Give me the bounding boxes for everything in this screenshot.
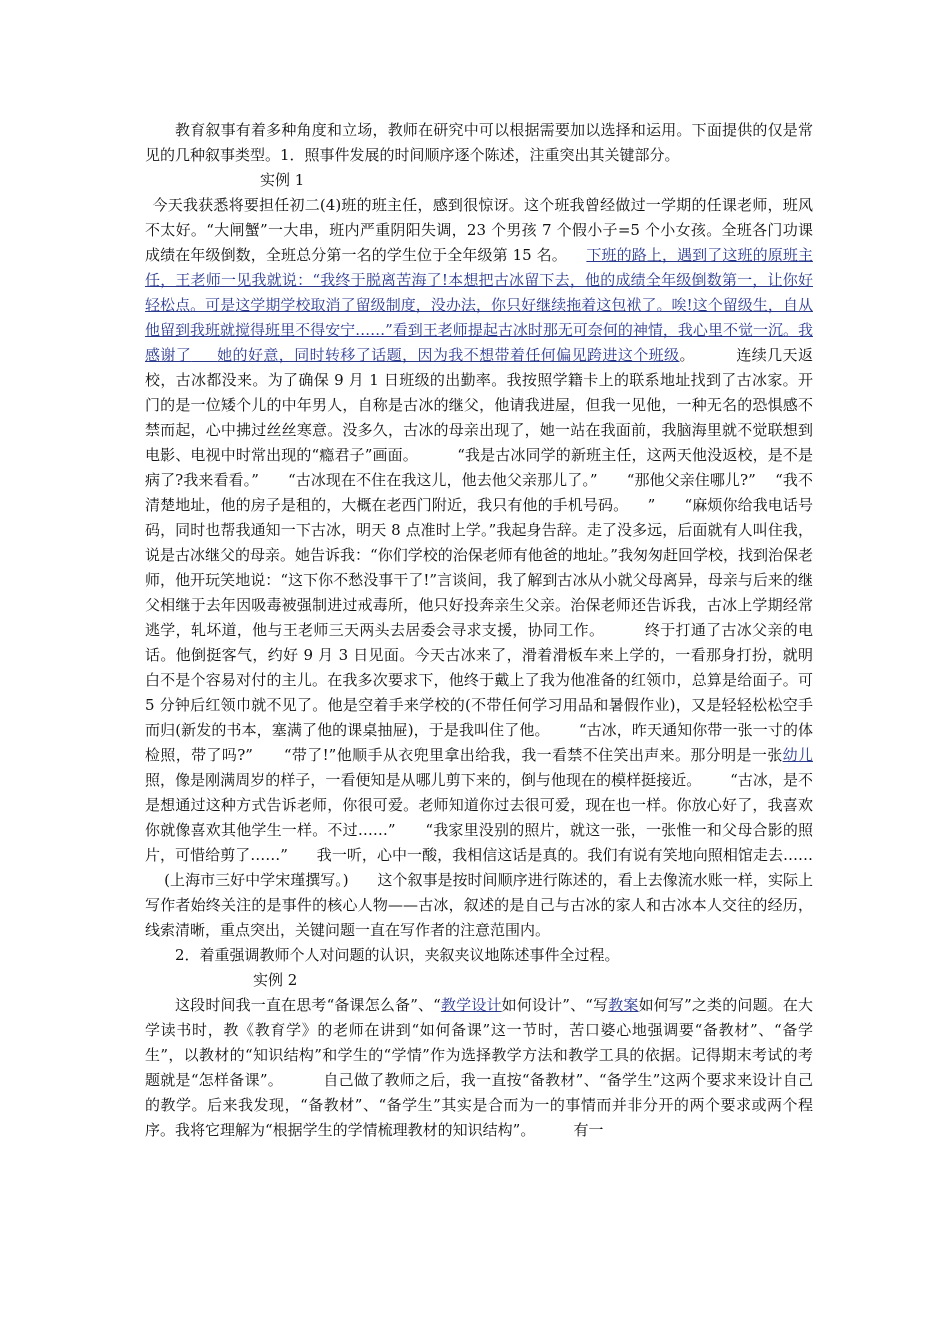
example-1-text-i: “麻烦你给我电话号码，同时也帮我通知一下古冰，明天 8 点准时上学。”我起身告辞。走了没多远，后面就有人叫住我，说是古冰继父的母亲。她告诉我：“你们学校的治保老师有他爸的地址。”我匆匆赶回学校，找到治保老师，他开玩笑地说：“这下你不愁没事干了!”言谈间，我了解到古冰从小就父母离异，母亲与后来的继父相继于去年因吸毒被强制进过戒毒所，他只好投奔亲生父亲。治保老师还告诉我，古冰上学期经常逃学，轧坏道，他与王老师三天两头去居委会寻求支援，协同工作。 [145, 496, 813, 639]
example-2-link-a[interactable]: 教学设计 [440, 996, 502, 1014]
example-1-body [145, 193, 813, 943]
example-2-text-a: 这段时间我一直在思考“备课怎么备”、“ [175, 996, 441, 1014]
example-2-body [145, 993, 813, 1143]
example-1-text-m: “古冰，是不是想通过这种方式告诉老师，你很可爱。老师知道你过去很可爱，现在也一样。你放心好了，我喜欢你就像喜欢其他学生一样。不过……” [145, 771, 814, 839]
type-2-paragraph: 2．着重强调教师个人对问题的认识，夹叙夹议地陈述事件全过程。 [175, 946, 620, 964]
example-1-text-l2: 照，像是刚满周岁的样子，一看便知是从哪儿剪下来的，倒与他现在的模样挺接近。 [145, 771, 702, 789]
example-1-text-l1: “带了!”他顺手从衣兜里拿出给我，我一看禁不住笑出声来。那分明是一张 [283, 746, 783, 764]
intro-paragraph: 教育叙事有着多种角度和立场，教师在研究中可以根据需要加以选择和运用。下面提供的仅是常见的几种叙事类型。1．照事件发展的时间顺序逐个陈述，注重突出其关键部分。 [145, 121, 813, 164]
example-1-text-e: “古冰现在不住在我这儿，他去他父亲那儿了。” [288, 471, 598, 489]
example-2-text-b: 如何设计”、“写 [501, 996, 609, 1014]
example-1-text-g: “我不清楚地址，他的房子是租的，大概在老西门附近，我只有他的手机号码。 [145, 471, 813, 514]
example-1-text-d: “我是古冰同学的新班主任，这两天他没返校，是不是病了?我来看看。” [145, 446, 813, 489]
example-1-text-k: “古冰，昨天通知你带一张一寸的体检照，带了吗?” [145, 721, 814, 764]
example-1-text-f: “那他父亲住哪儿?” [626, 471, 756, 489]
example-1-link-a[interactable]: 下班的路上，遇到了这班的原班主任，王老师一见我就说：“我终于脱离苦海了!本想把古冰留下去，他的成绩全年级倒数第一，让你好轻松点。可是这学期学校取消了留级制度，没办法，你只好继续拖着这包袱了。唉!这个留级生，自从他留到我班就搅得班里不得安宁……”看到王老师提起古冰时那无可奈何的神情，我心里不觉一沉。我感谢了 [145, 246, 813, 364]
example-1-text-n: “我家里没别的照片，就这一张，一张惟一和父母合影的照片，可惜给剪了……” [145, 821, 814, 864]
document-page [145, 118, 813, 1143]
example-2-text-e: 有一 [573, 1121, 604, 1139]
example-1-text-h: ” [647, 496, 656, 514]
example-1-text-a: 今天我获悉将要担任初二(4)班的班主任，感到很惊讶。这个班我曾经做过一学期的任课老师，班风不太好。“大闸蟹”一大串，班内严重阴阳失调，23 个男孩 7 个假小子=5 个小女孩。全班各门功课成绩在年级倒数，全班总分第一名的学生位于全年级第 15 名。 [145, 196, 813, 264]
example-1-link-c[interactable]: 幼儿 [782, 746, 813, 764]
example-2-text-d: 自己做了教师之后，我一直按“备教材”、“备学生”这两个要求来设计自己的教学。后来我发现，“备教材”、“备学生”其实是合而为一的事情而并非分开的两个要求或两个程序。我将它理解为“根据学生的学情梳理教材的知识结构”。 [145, 1071, 813, 1139]
example-2-link-b[interactable]: 教案 [608, 996, 639, 1014]
example-1-text-o: 我一听，心中一酸，我相信这话是真的。我们有说有笑地向照相馆走去…… [316, 846, 814, 864]
example-1-text-b: 。 [679, 346, 695, 364]
example-1-heading: 实例 1 [260, 171, 305, 189]
example-1-text-j: 终于打通了古冰父亲的电话。他倒挺客气，约好 9 月 3 日见面。今天古冰来了，滑着滑板车来上学的，一看那身打扮，就明白不是个容易对付的主儿。在我多次要求下，他终于戴上了我为他准备的红领巾，总算是给面子。可 5 分钟后红领巾就不见了。他是空着手来学校的(不带任何学习用品和暑假作业)，又是轻轻松松空手而归(新发的书本，塞满了他的课桌抽屉)，于是我叫住了他。 [145, 621, 813, 739]
example-1-source: (上海市三好中学宋瑾撰写。) [164, 871, 349, 889]
example-2-text-c: 如何写”之类的问题。在大学读书时，教《教育学》的老师在讲到“如何备课”这一节时，苦口婆心地强调要“备教材”、“备学生”，以教材的“知识结构”和学生的“学情”作为选择教学方法和教学工具的依据。记得期末考试的考题就是“怎样备课”。 [145, 996, 813, 1089]
example-1-text-c: 连续几天返校，古冰都没来。为了确保 9 月 1 日班级的出勤率。我按照学籍卡上的联系地址找到了古冰家。开门的是一位矮个儿的中年男人，自称是古冰的继父，他请我进屋，但我一见他，一种无名的恐惧感不禁而起，心中拂过丝丝寒意。没多久，古冰的母亲出现了，她一站在我面前，我脑海里就不觉联想到电影、电视中时常出现的“瘾君子”画面。 [145, 346, 813, 464]
example-1-commentary: 这个叙事是按时间顺序进行陈述的，看上去像流水账一样，实际上写作者始终关注的是事件的核心人物——古冰，叙述的是自己与古冰的家人和古冰本人交往的经历，线索清晰，重点突出，关键问题一直在写作者的注意范围内。 [145, 871, 814, 939]
example-2-heading: 实例 2 [253, 971, 298, 989]
example-1-link-b[interactable]: 她的好意，同时转移了话题，因为我不想带着任何偏见跨进这个班级 [217, 346, 680, 364]
